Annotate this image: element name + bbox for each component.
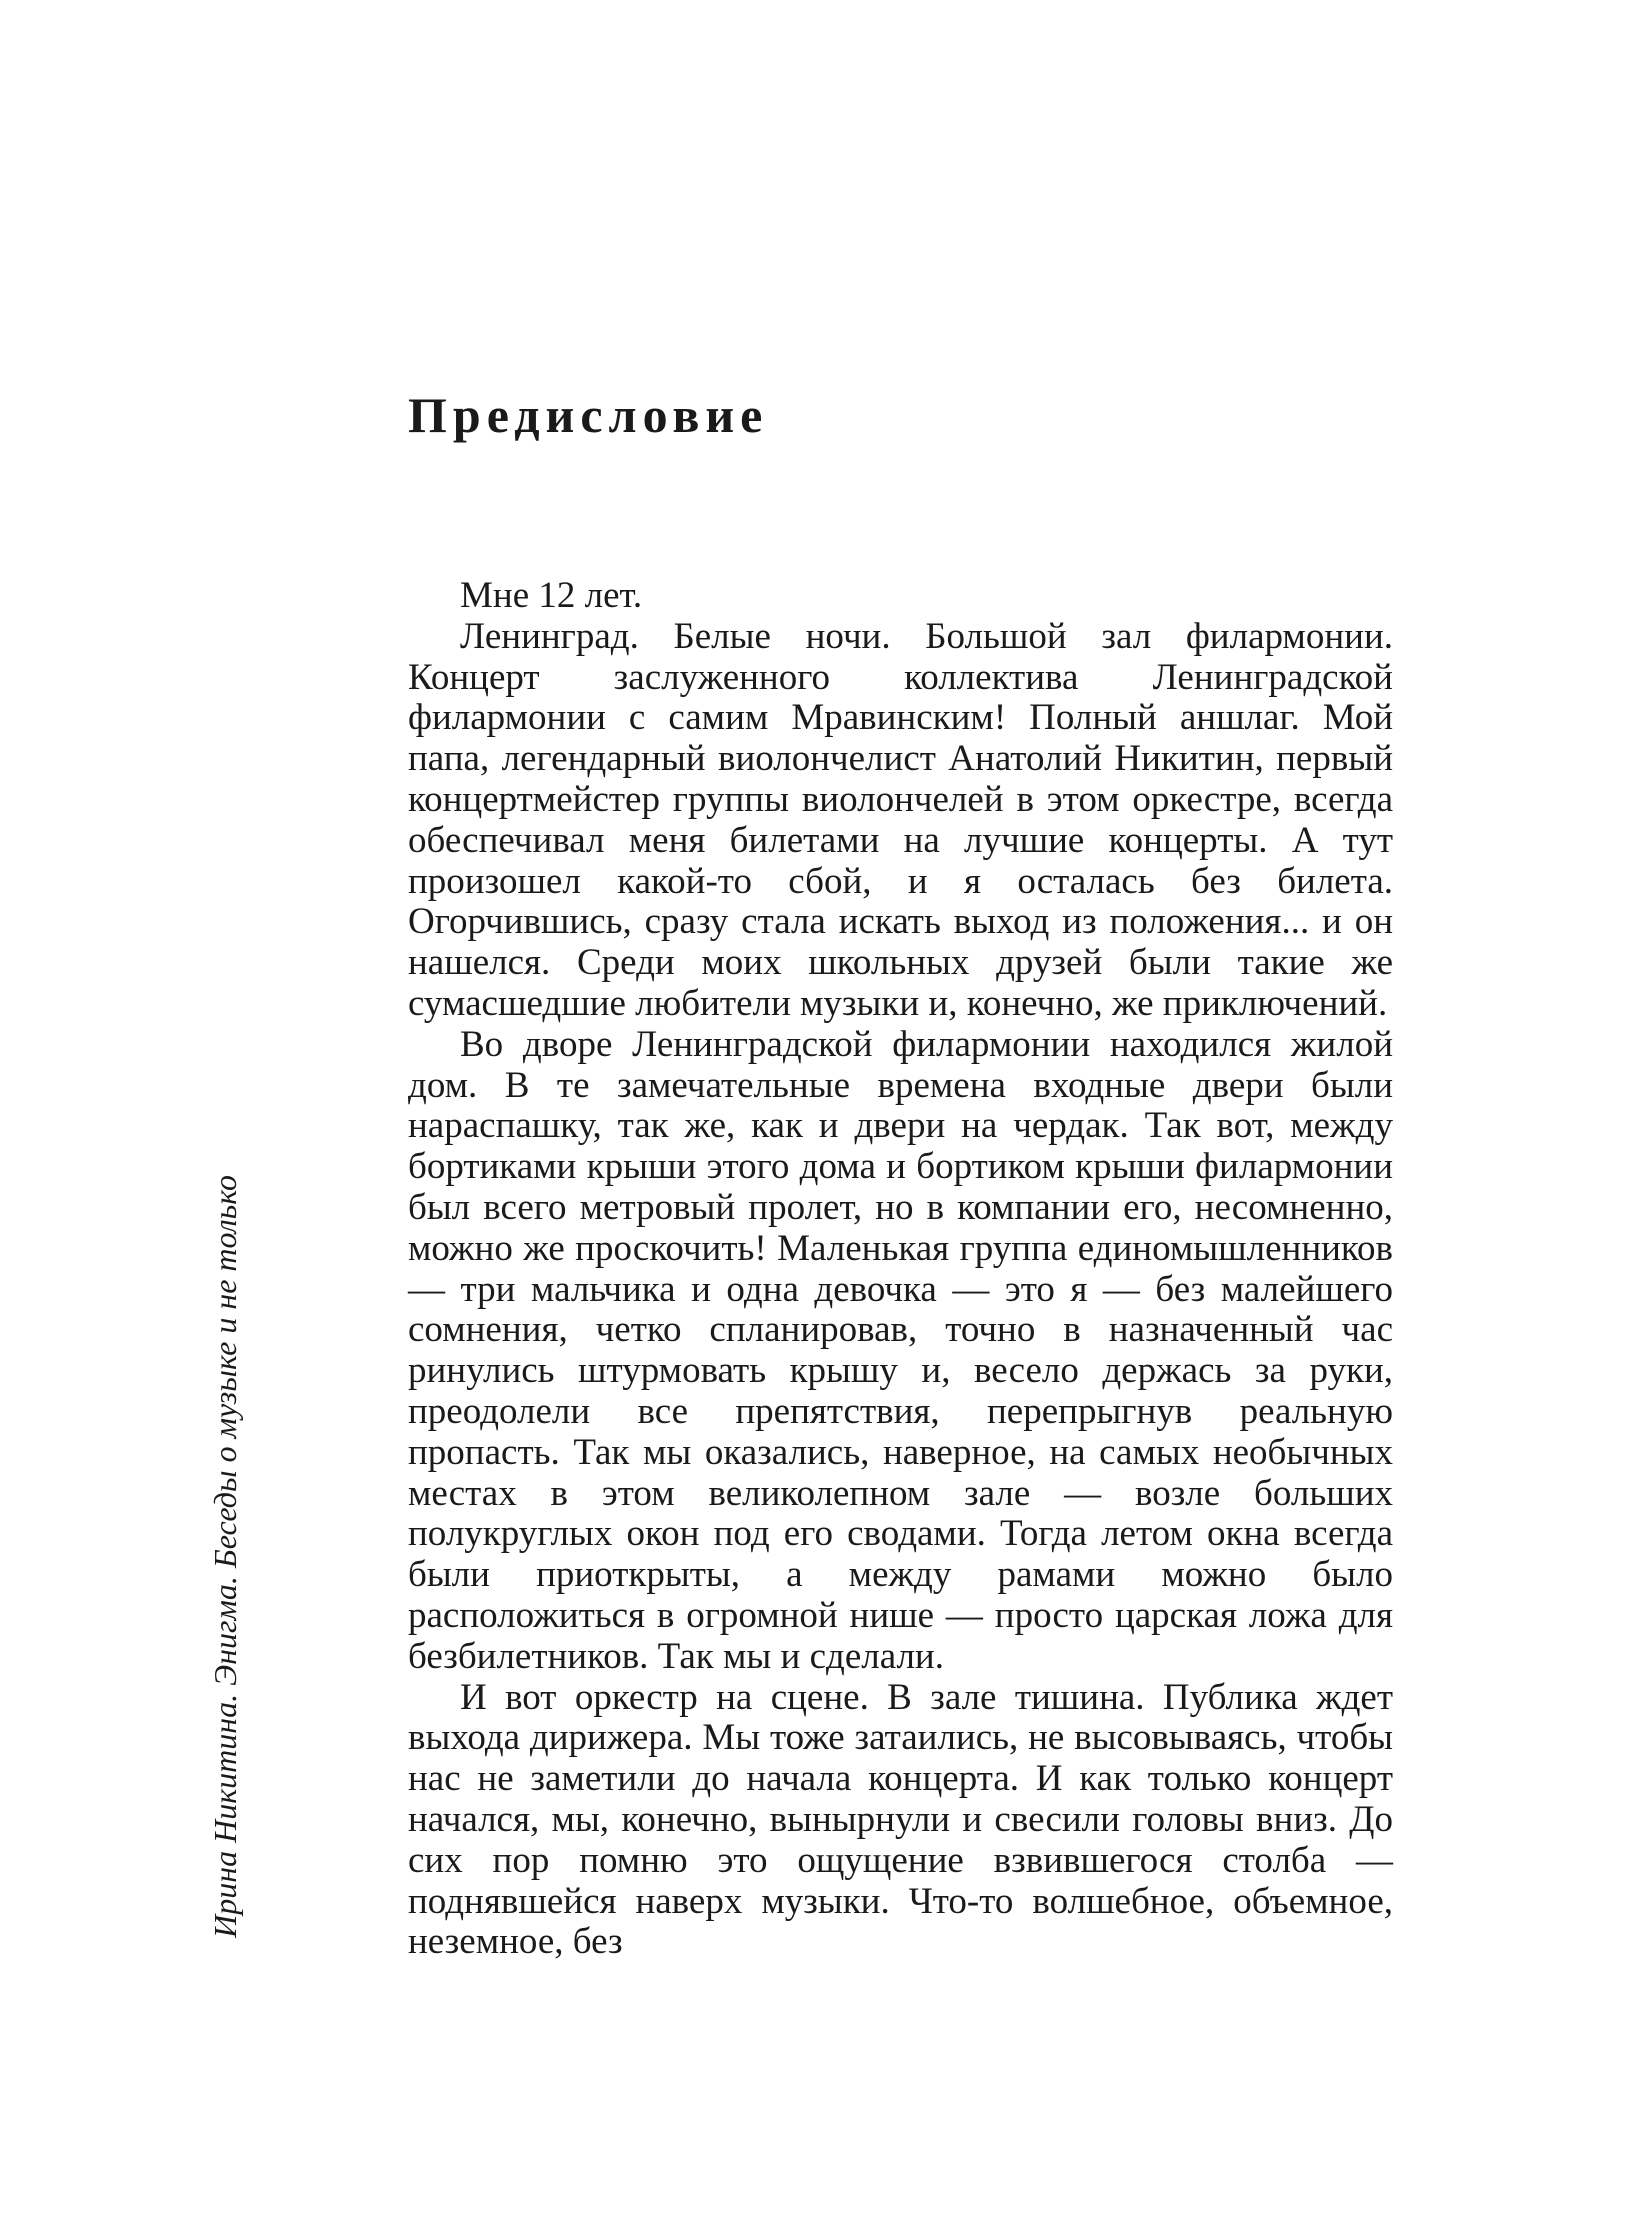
- chapter-title: Предисловие: [408, 387, 769, 443]
- paragraph: Ленинград. Белые ночи. Большой зал филармонии. Концерт заслуженного коллектива Ленинградской филармонии с самим Мравинским! Полный аншлаг. Мой папа, легендарный виолончелист Анатолий Никитин, первый концертмейстер группы виолончелей в этом оркестре, всегда обеспечивал меня билетами на лучшие концерты. А тут произошел какой-то сбой, и я осталась без билета. Огорчившись, сразу стала искать выход из положения... и он нашелся. Среди моих школьных друзей были такие же сумасшедшие любители музыки и, конечно, же приключений.: [408, 615, 1393, 1024]
- paragraph: Во дворе Ленинградской филармонии находился жилой дом. В те замечательные времена входные двери были нараспашку, так же, как и двери на чердак. Так вот, между бортиками крыши этого дома и бортиком крыши филармонии был всего метровый пролет, но в компании его, несомненно, можно же проскочить! Маленькая группа единомышленников — три мальчика и одна девочка — это я — без малейшего сомнения, четко спланировав, точно в назначенный час ринулись штурмовать крышу и, весело держась за руки, преодолели все препятствия, перепрыгнув реальную пропасть. Так мы оказались, наверное, на самых необычных местах в этом великолепном зале — возле больших полукруглых окон под его сводами. Тогда летом окна всегда были приоткрыты, а между рамами можно было расположиться в огромной нише — просто царская ложа для безбилетников. Так мы и сделали.: [408, 1023, 1393, 1677]
- body-text: [408, 576, 1393, 1963]
- paragraph: И вот оркестр на сцене. В зале тишина. Публика ждет выхода дирижера. Мы тоже затаились, не высовываясь, чтобы нас не заметили до начала концерта. И как только концерт начался, мы, конечно, вынырнули и свесили головы вниз. До сих пор помню это ощущение взвившегося столба — поднявшейся наверх музыки. Что-то волшебное, объемное, неземное, без: [408, 1676, 1393, 1963]
- running-head: Ирина Никитина. Энигма. Беседы о музыке и не только: [207, 1175, 243, 1938]
- paragraph: Мне 12 лет.: [460, 575, 643, 616]
